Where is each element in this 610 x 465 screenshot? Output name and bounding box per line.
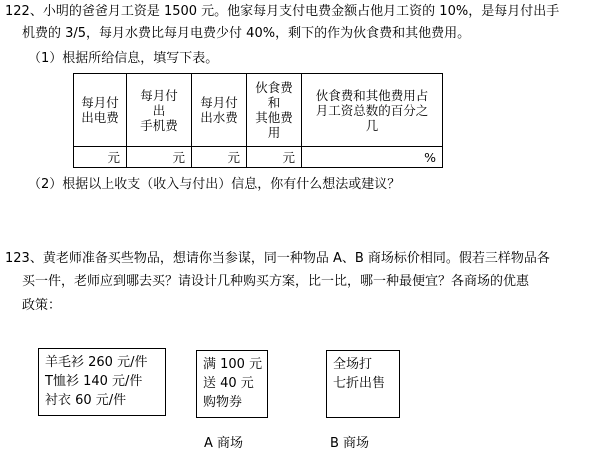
problem-122-line-1: 122、小明的爸爸月工资是 1500 元。他家每月支付电费金额占他月工资的 10%，是每月付出手 <box>5 4 560 19</box>
problem-123-line-3: 政策： <box>22 298 62 313</box>
store-a-label: A 商场 <box>204 436 244 451</box>
header-food-other: 伙食费 和 其他费 用 <box>247 74 302 147</box>
store-a-promo-line-1: 满 100 元 <box>203 357 263 372</box>
store-a-promo-box <box>196 350 268 418</box>
answer-cell-electricity[interactable]: 元 <box>74 147 127 168</box>
problem-122-subquestion-2: （2）根据以上收支（收入与付出）信息，你有什么想法或建议？ <box>28 177 401 192</box>
expense-table-header-row <box>74 74 443 147</box>
price-list-box <box>38 348 166 416</box>
header-water: 每月付 出水费 <box>192 74 247 147</box>
header-electricity: 每月付 出电费 <box>74 74 127 147</box>
store-b-label: B 商场 <box>330 436 370 451</box>
answer-cell-phone[interactable]: 元 <box>127 147 192 168</box>
header-phone: 每月付 出 手机费 <box>127 74 192 147</box>
answer-cell-food-other[interactable]: 元 <box>247 147 302 168</box>
answer-cell-percentage[interactable]: % <box>302 147 443 168</box>
price-item-shirt: 衬衣 60 元/件 <box>45 393 127 408</box>
store-b-promo-line-1: 全场打 <box>333 357 373 372</box>
price-item-sweater: 羊毛衫 260 元/件 <box>45 355 148 370</box>
header-percentage: 伙食费和其他费用占 月工资总数的百分之 几 <box>302 74 443 147</box>
price-item-tshirt: T恤衫 140 元/件 <box>45 374 143 389</box>
store-a-promo-line-2: 送 40 元 <box>203 376 254 391</box>
expense-table <box>73 73 443 168</box>
problem-122-subquestion-1: （1）根据所给信息，填写下表。 <box>28 51 219 66</box>
problem-123-line-1: 123、黄老师准备买些物品，想请你当参谋，同一种物品 A、B 商场标价相同。假若三样物品各 <box>5 251 550 266</box>
answer-cell-water[interactable]: 元 <box>192 147 247 168</box>
store-b-promo-box <box>326 350 400 418</box>
problem-122-line-2: 机费的 3/5，每月水费比每月电费少付 40%，剩下的作为伙食费和其他费用。 <box>22 26 471 41</box>
expense-table-answer-row <box>74 147 443 168</box>
store-a-promo-line-3: 购物券 <box>203 395 243 410</box>
store-b-promo-line-2: 七折出售 <box>333 376 386 391</box>
problem-123-line-2: 买一件，老师应到哪去买？请设计几种购买方案，比一比，哪一种最便宜？各商场的优惠 <box>22 274 530 289</box>
